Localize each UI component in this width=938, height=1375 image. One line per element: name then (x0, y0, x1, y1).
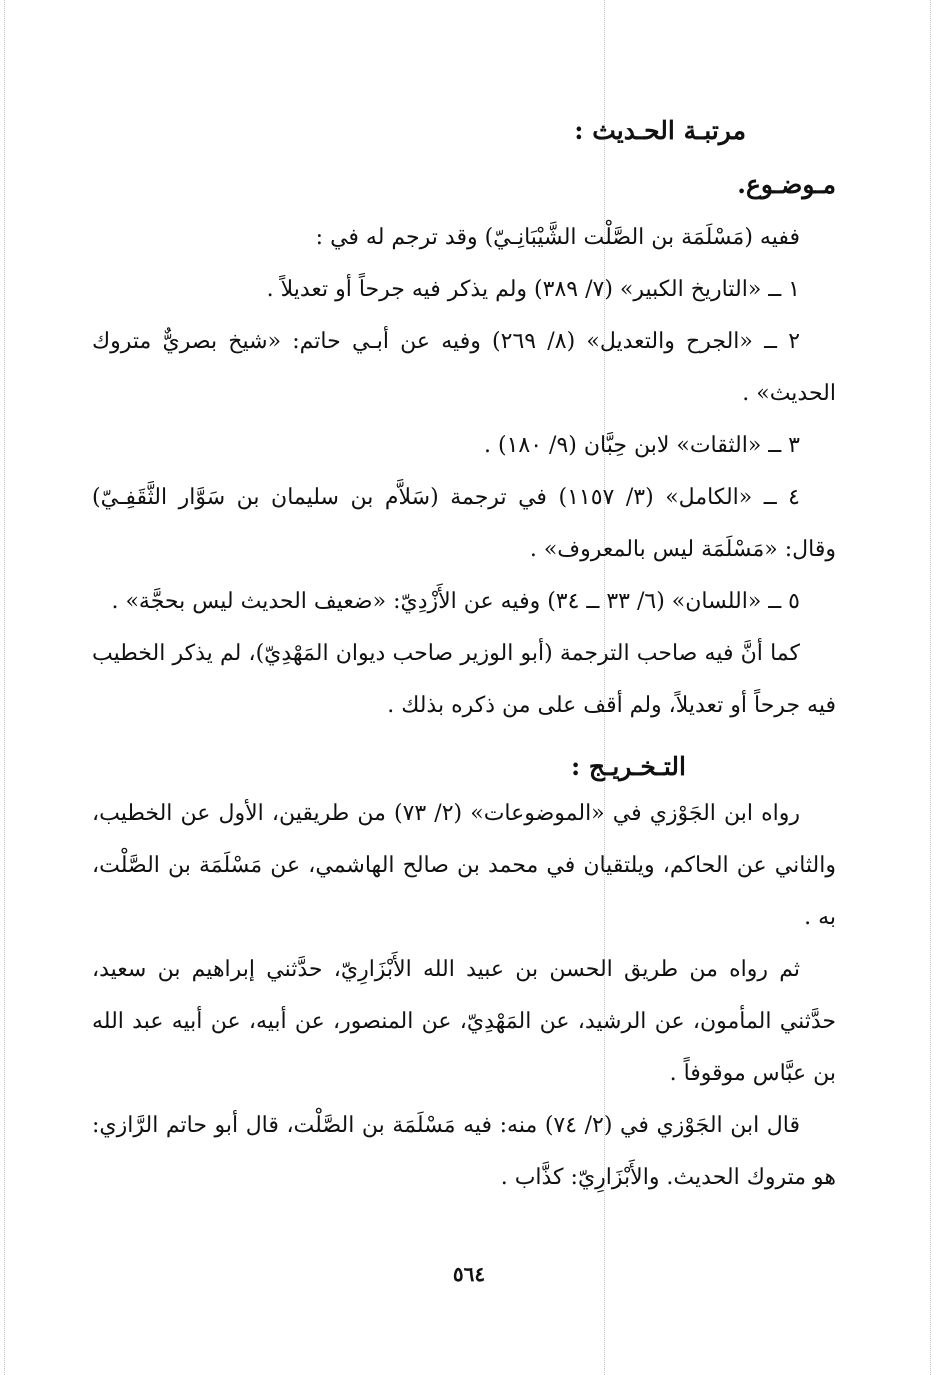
left-edge-guide (4, 0, 5, 1375)
intro-paragraph: ففيه (مَسْلَمَة بن الصَّلْت الشَّيْبَانِـيّ) وقد ترجم له في : (315, 225, 800, 250)
item-3: ٣ ــ «الثقات» لابن حِبَّان (٩/ ١٨٠) . (484, 433, 800, 458)
right-edge-guide (930, 0, 931, 1375)
rank-value: مـوضـوع. (737, 170, 836, 199)
spacer (92, 732, 836, 738)
takhrij-heading: التـخـريـج : (570, 752, 686, 781)
item-2: ٢ ــ «الجرح والتعديل» (٨/ ٢٦٩) وفيه عن أبـي حاتم: «شيخ بصريٌّ متروك الحديث» . (92, 329, 836, 406)
page-number: ٥٦٤ (452, 1262, 486, 1286)
item-5: ٥ ــ «اللسان» (٦/ ٣٣ ــ ٣٤) وفيه عن الأَزْدِيّ: «ضعيف الحديث ليس بحجَّة» . (111, 589, 800, 614)
takhrij-paragraph-2: ثم رواه من طريق الحسن بن عبيد الله الأَبْزَارِيّ، حدَّثني إبراهيم بن سعيد، حدَّثني المأمون، عن الرشيد، عن المَهْدِيّ، عن المنصور، عن أبيه، عن أبيه عبد الله بن عبَّاس موقوفاً . (92, 957, 836, 1086)
takhrij-paragraph-1: رواه ابن الجَوْزي في «الموضوعات» (٢/ ٧٣) من طريقين، الأول عن الخطيب، والثاني عن الحاكم، ويلتقيان في محمد بن صالح الهاشمي، عن مَسْلَمَة بن الصَّلْت، به . (92, 801, 836, 930)
item-4: ٤ ــ «الكامل» (٣/ ١١٥٧) في ترجمة (سَلاَّم بن سليمان بن سَوَّار الثَّقَفِـيّ) وقال: «مَسْلَمَة ليس بالمعروف» . (92, 485, 836, 562)
rank-heading: مرتبـة الحـديث : (574, 116, 746, 145)
note-paragraph: كما أنَّ فيه صاحب الترجمة (أبو الوزير صاحب ديوان المَهْدِيّ)، لم يذكر الخطيب فيه جرحاً أو تعديلاً، ولم أقف على من ذكره بذلك . (92, 641, 836, 718)
takhrij-paragraph-3: قال ابن الجَوْزي في (٢/ ٧٤) منه: فيه مَسْلَمَة بن الصَّلْت، قال أبو حاتم الرَّازي: هو متروك الحديث. والأَبْزَارِيّ: كذَّاب . (92, 1113, 836, 1190)
document-page (92, 110, 836, 1310)
item-1: ١ ــ «التاريخ الكبير» (٧/ ٣٨٩) ولم يذكر فيه جرحاً أو تعديلاً . (266, 277, 800, 302)
